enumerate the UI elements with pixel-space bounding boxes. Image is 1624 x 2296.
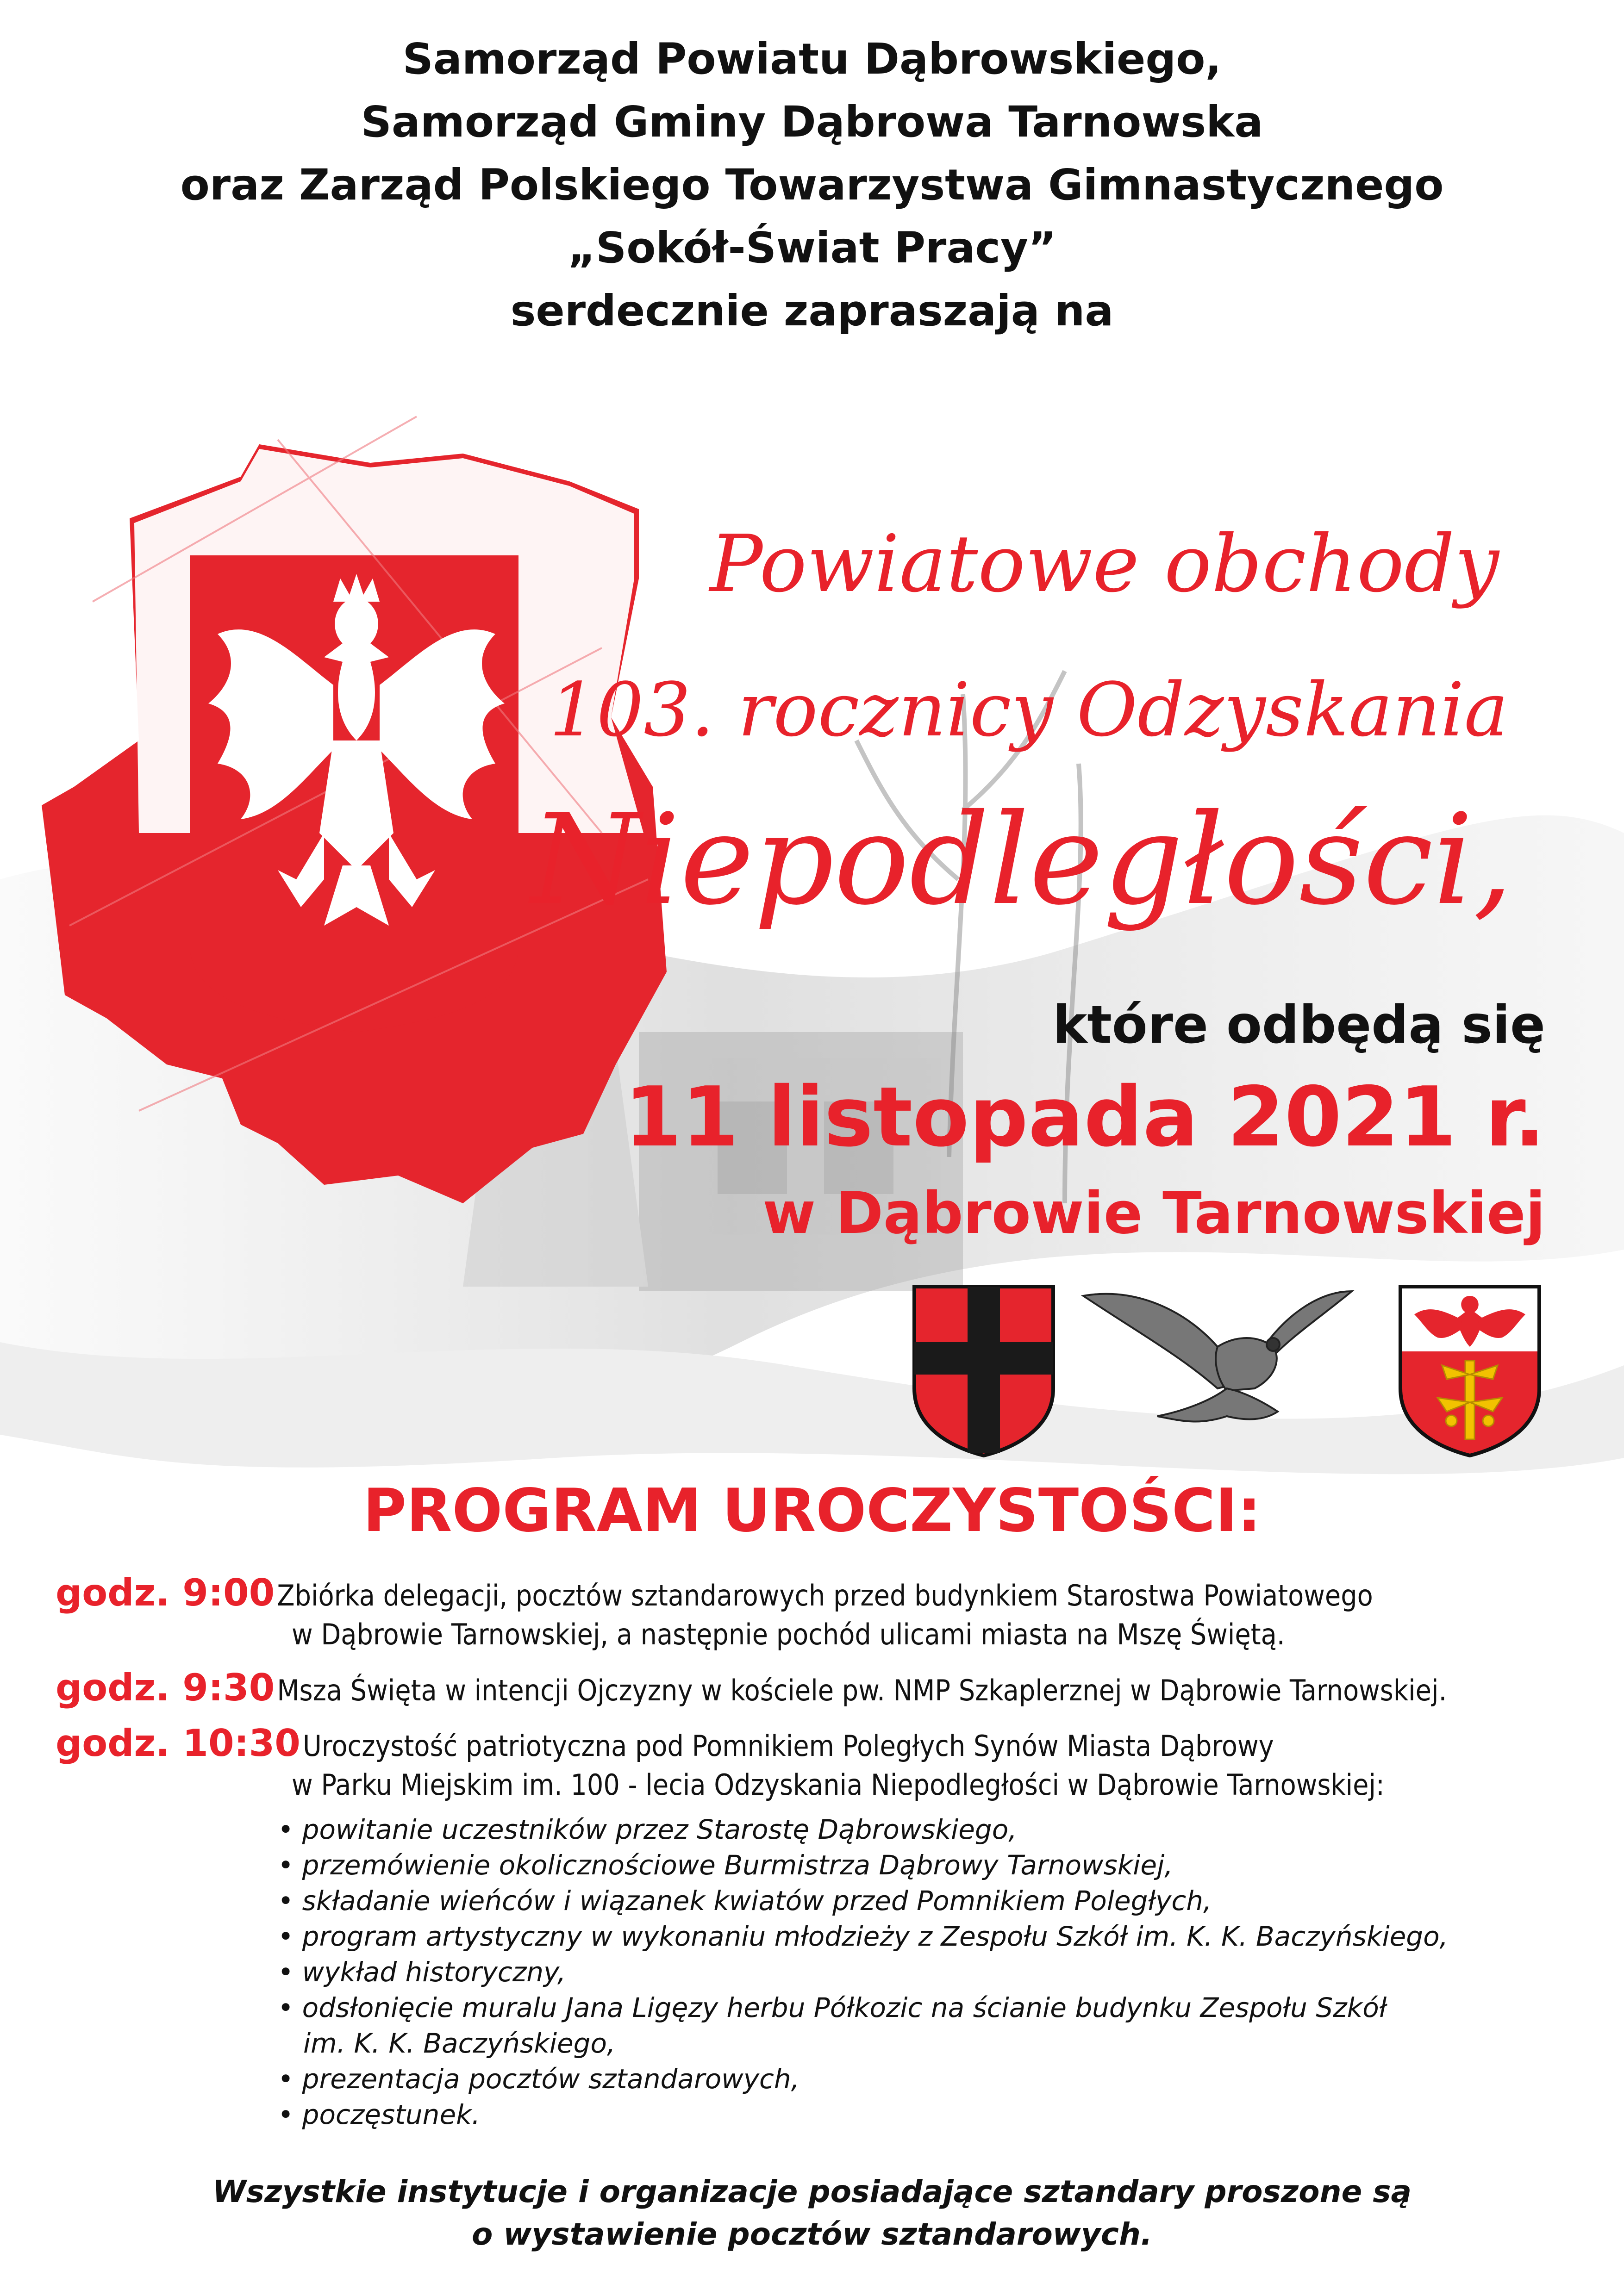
list-item-continued: im. K. K. Baczyńskiego,: [303, 2028, 616, 2059]
list-item: • prezentacja pocztów sztandarowych,: [278, 2063, 800, 2095]
list-item: • składanie wieńców i wiązanek kwiatów przed Pomnikiem Poległych,: [278, 1885, 1212, 1916]
program-text-3: Uroczystość patriotyczna pod Pomnikiem Poległych Synów Miasta Dąbrowy: [303, 1729, 1274, 1763]
list-item: • odsłonięcie muralu Jana Ligęzy herbu Półkozic na ścianie budynku Zespołu Szkół: [278, 1992, 1387, 2023]
program-item-2: [56, 1666, 1447, 1709]
footer-line-2: o wystawienie pocztów sztandarowych.: [472, 2216, 1152, 2252]
footer-note: [0, 2171, 1624, 2256]
event-title-line-2: 103. rocznicy Odzyskania: [549, 666, 1508, 753]
program-text-2: Msza Święta w intencji Ojczyzny w kościele pw. NMP Szkaplerznej w Dąbrowie Tarnowskiej.: [277, 1674, 1447, 1707]
event-place: w Dąbrowie Tarnowskiej: [762, 1180, 1545, 1247]
list-item: • przemówienie okolicznościowe Burmistrza Dąbrowy Tarnowskiej,: [278, 1849, 1173, 1881]
program-item-3: [56, 1722, 1274, 1765]
program-time-2: godz. 9:30: [56, 1666, 275, 1709]
list-item: • wykład historyczny,: [278, 1956, 566, 1988]
header-line-2: Samorząd Gminy Dąbrowa Tarnowska: [361, 97, 1263, 147]
event-subtitle: które odbędą się: [1052, 995, 1545, 1055]
falcon-icon: [1079, 1282, 1356, 1435]
program-bullet-list: [278, 1812, 1448, 2133]
header-line-5: serdecznie zapraszają na: [510, 286, 1114, 336]
program-text-3-continued: w Parku Miejskim im. 100 - lecia Odzyskania Niepodległości w Dąbrowie Tarnowskiej:: [292, 1768, 1385, 1802]
eagle-crest-icon: [1396, 1282, 1544, 1458]
event-date: 11 listopada 2021 r.: [624, 1069, 1545, 1165]
list-item: • powitanie uczestników przez Starostę Dąbrowskiego,: [278, 1814, 1017, 1845]
program-text-1: Zbiórka delegacji, pocztów sztandarowych przed budynkiem Starostwa Powiatowego: [277, 1579, 1373, 1612]
header-line-4: „Sokół-Świat Pracy”: [568, 223, 1056, 273]
shield-black-cross-icon: [910, 1282, 1058, 1458]
list-item: • poczęstunek.: [278, 2099, 481, 2130]
program-time-3: godz. 10:30: [56, 1722, 300, 1765]
organizers-header: [0, 28, 1624, 342]
footer-line-1: Wszystkie instytucje i organizacje posiadające sztandary proszone są: [212, 2174, 1412, 2209]
header-line-3: oraz Zarząd Polskiego Towarzystwa Gimnastycznego: [180, 160, 1444, 210]
program-time-1: godz. 9:00: [56, 1571, 275, 1614]
list-item: • program artystyczny w wykonaniu młodzieży z Zespołu Szkół im. K. K. Baczyńskiego,: [278, 1921, 1448, 1952]
event-title-line-3: Niepodległości,: [531, 787, 1513, 933]
program-item-1: [56, 1571, 1373, 1614]
program-text-1-continued: w Dąbrowie Tarnowskiej, a następnie pochód ulicami miasta na Mszę Świętą.: [292, 1618, 1285, 1651]
header-line-1: Samorząd Powiatu Dąbrowskiego,: [402, 34, 1222, 84]
program-heading: PROGRAM UROCZYSTOŚCI:: [363, 1476, 1261, 1545]
event-title-line-1: Powiatowe obchody: [710, 518, 1499, 610]
